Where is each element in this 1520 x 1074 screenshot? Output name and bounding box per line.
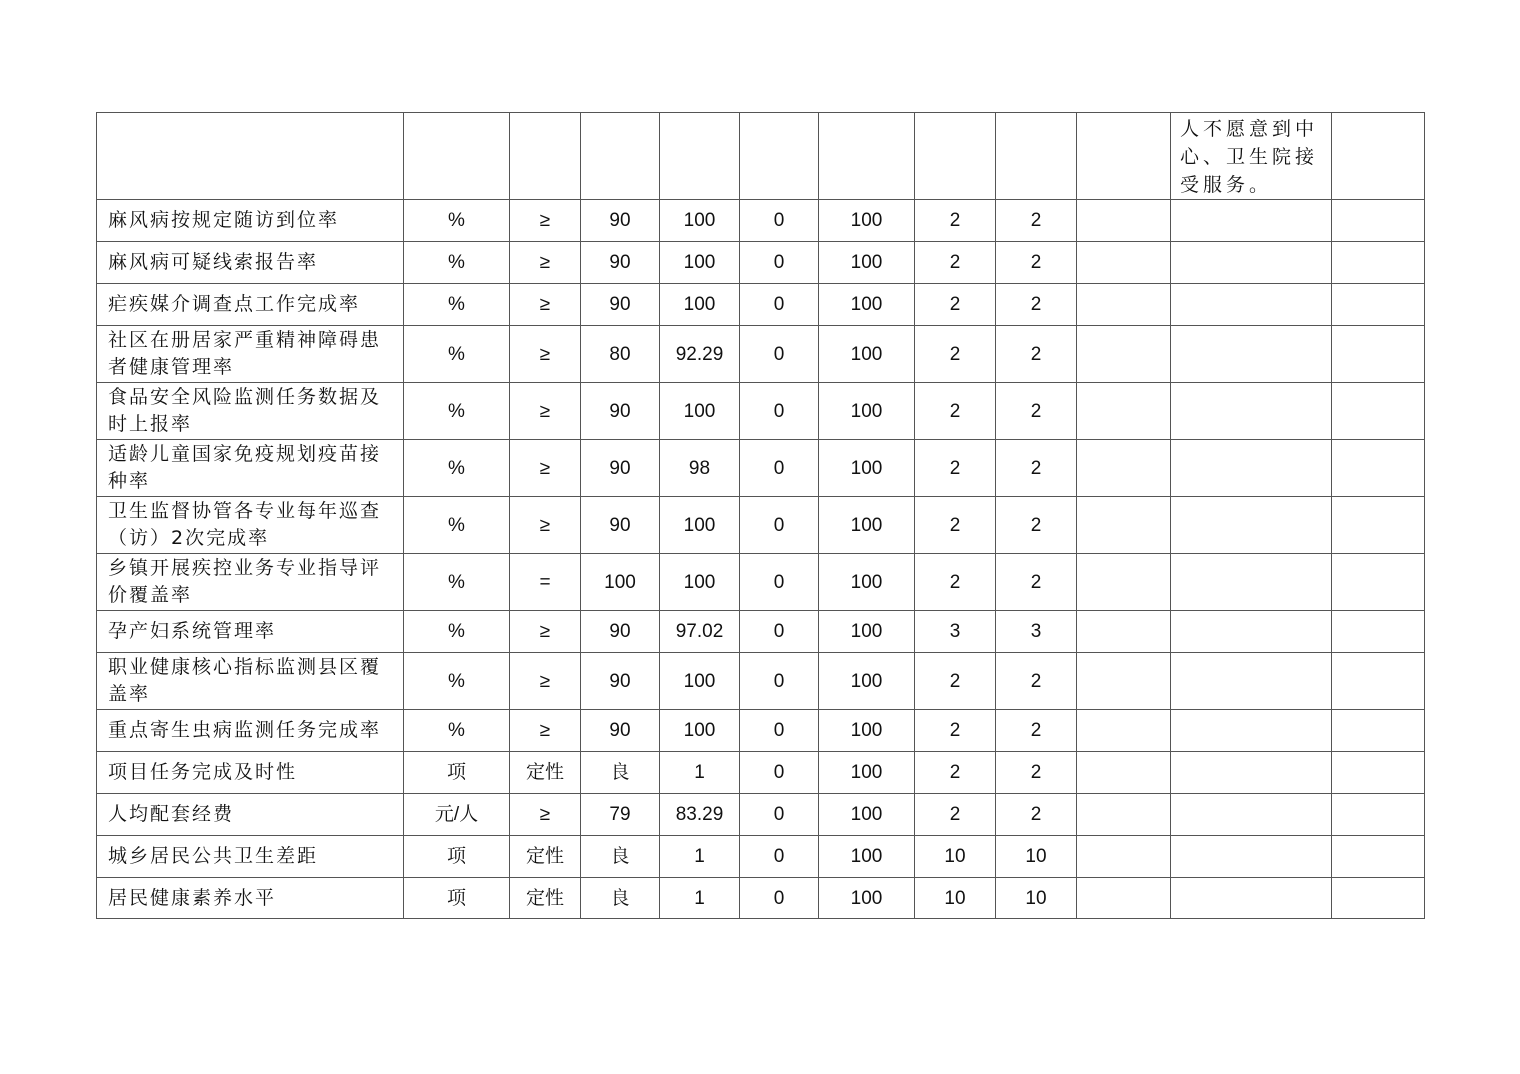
- cell-indicator-name: 职业健康核心指标监测县区覆盖率: [97, 653, 404, 710]
- cell-actual: 100: [660, 383, 740, 440]
- cell-actual: 100: [660, 242, 740, 284]
- cell-empty: [1077, 710, 1171, 752]
- cell-empty: [1332, 200, 1425, 242]
- cell-target: 90: [581, 497, 660, 554]
- cell-target: 80: [581, 326, 660, 383]
- cell-lower: 0: [740, 383, 819, 440]
- cell-weight: 2: [915, 326, 996, 383]
- cell-indicator-name: 疟疾媒介调查点工作完成率: [97, 284, 404, 326]
- cell-empty: [1171, 440, 1332, 497]
- cell-target: 79: [581, 794, 660, 836]
- cell-empty: [1332, 752, 1425, 794]
- cell-actual: 92.29: [660, 326, 740, 383]
- table-row: [97, 554, 1425, 611]
- cell-empty: [1332, 554, 1425, 611]
- cell-actual: 100: [660, 653, 740, 710]
- table-row: [97, 284, 1425, 326]
- cell-operator: ≥: [510, 794, 581, 836]
- cell-indicator-name: 孕产妇系统管理率: [97, 611, 404, 653]
- cell-empty: [1077, 440, 1171, 497]
- cell-score: 2: [996, 284, 1077, 326]
- cell-upper: 100: [819, 611, 915, 653]
- cell-score: 2: [996, 653, 1077, 710]
- cell-unit: %: [404, 554, 510, 611]
- cell-upper: 100: [819, 326, 915, 383]
- cell-empty: [1332, 113, 1425, 200]
- cell-lower: 0: [740, 326, 819, 383]
- table-row: [97, 710, 1425, 752]
- cell-empty: [1332, 611, 1425, 653]
- cell-lower: 0: [740, 878, 819, 919]
- cell-lower: 0: [740, 284, 819, 326]
- cell-upper: 100: [819, 653, 915, 710]
- cell-unit: %: [404, 383, 510, 440]
- cell-target: 良: [581, 752, 660, 794]
- cell-indicator-name: 麻风病可疑线索报告率: [97, 242, 404, 284]
- cell-operator: ≥: [510, 611, 581, 653]
- cell-empty: [1171, 611, 1332, 653]
- indicator-table: [96, 112, 1425, 919]
- cell-actual: 1: [660, 878, 740, 919]
- cell-score: 10: [996, 878, 1077, 919]
- cell-score: 2: [996, 326, 1077, 383]
- cell-upper: 100: [819, 242, 915, 284]
- cell-target: 良: [581, 836, 660, 878]
- cell-empty: [1077, 653, 1171, 710]
- cell-target: 90: [581, 383, 660, 440]
- cell-unit: %: [404, 497, 510, 554]
- cell-empty: [1171, 836, 1332, 878]
- cell-target: 90: [581, 440, 660, 497]
- cell-upper: 100: [819, 497, 915, 554]
- cell-upper: 100: [819, 710, 915, 752]
- cell-unit: %: [404, 440, 510, 497]
- cell-empty: [740, 113, 819, 200]
- cell-lower: 0: [740, 794, 819, 836]
- cell-empty: [1171, 794, 1332, 836]
- table-row: [97, 611, 1425, 653]
- cell-weight: 2: [915, 383, 996, 440]
- cell-score: 2: [996, 200, 1077, 242]
- cell-unit: %: [404, 710, 510, 752]
- cell-score: 2: [996, 383, 1077, 440]
- cell-operator: ≥: [510, 710, 581, 752]
- cell-empty: [1171, 878, 1332, 919]
- cell-indicator-name: 食品安全风险监测任务数据及时上报率: [97, 383, 404, 440]
- cell-score: 3: [996, 611, 1077, 653]
- cell-empty: [915, 113, 996, 200]
- cell-empty: [1332, 326, 1425, 383]
- cell-actual: 83.29: [660, 794, 740, 836]
- cell-score: 2: [996, 794, 1077, 836]
- cell-empty: [1171, 200, 1332, 242]
- cell-lower: 0: [740, 611, 819, 653]
- cell-empty: [1077, 497, 1171, 554]
- cell-target: 90: [581, 200, 660, 242]
- cell-empty: [1332, 284, 1425, 326]
- cell-empty: [1171, 284, 1332, 326]
- cell-empty: [1077, 836, 1171, 878]
- cell-lower: 0: [740, 710, 819, 752]
- cell-lower: 0: [740, 836, 819, 878]
- cell-empty: [581, 113, 660, 200]
- cell-indicator-name: 适龄儿童国家免疫规划疫苗接种率: [97, 440, 404, 497]
- table-row: [97, 878, 1425, 919]
- cell-score: 2: [996, 710, 1077, 752]
- cell-unit: 项: [404, 836, 510, 878]
- cell-lower: 0: [740, 242, 819, 284]
- cell-weight: 2: [915, 653, 996, 710]
- cell-lower: 0: [740, 440, 819, 497]
- cell-empty: [1077, 878, 1171, 919]
- cell-unit: %: [404, 326, 510, 383]
- cell-upper: 100: [819, 794, 915, 836]
- cell-empty: [1171, 326, 1332, 383]
- cell-target: 90: [581, 242, 660, 284]
- cell-operator: 定性: [510, 836, 581, 878]
- cell-indicator-name: 城乡居民公共卫生差距: [97, 836, 404, 878]
- cell-weight: 2: [915, 200, 996, 242]
- cell-empty: [996, 113, 1077, 200]
- cell-empty: [1332, 242, 1425, 284]
- cell-weight: 2: [915, 284, 996, 326]
- cell-weight: 2: [915, 497, 996, 554]
- cell-weight: 10: [915, 878, 996, 919]
- cell-empty: [1077, 554, 1171, 611]
- cell-lower: 0: [740, 200, 819, 242]
- cell-empty: [1077, 242, 1171, 284]
- table-row: [97, 383, 1425, 440]
- cell-weight: 2: [915, 752, 996, 794]
- cell-target: 良: [581, 878, 660, 919]
- cell-operator: 定性: [510, 878, 581, 919]
- cell-actual: 1: [660, 752, 740, 794]
- cell-operator: ≥: [510, 326, 581, 383]
- cell-score: 2: [996, 242, 1077, 284]
- cell-upper: 100: [819, 383, 915, 440]
- cell-empty: [1332, 710, 1425, 752]
- cell-lower: 0: [740, 653, 819, 710]
- cell-lower: 0: [740, 752, 819, 794]
- cell-empty: [1332, 836, 1425, 878]
- table-row: [97, 497, 1425, 554]
- cell-empty: [1332, 794, 1425, 836]
- table-row: [97, 242, 1425, 284]
- cell-empty: [1077, 284, 1171, 326]
- cell-empty: [1332, 440, 1425, 497]
- cell-empty: [1077, 113, 1171, 200]
- cell-empty: [1332, 878, 1425, 919]
- cell-score: 2: [996, 752, 1077, 794]
- cell-indicator-name: 居民健康素养水平: [97, 878, 404, 919]
- cell-unit: %: [404, 284, 510, 326]
- cell-weight: 2: [915, 554, 996, 611]
- cell-unit: %: [404, 653, 510, 710]
- cell-empty: [1077, 383, 1171, 440]
- cell-actual: 97.02: [660, 611, 740, 653]
- cell-indicator-name: 人均配套经费: [97, 794, 404, 836]
- table-row-continuation: [97, 113, 1425, 200]
- cell-indicator-name: 项目任务完成及时性: [97, 752, 404, 794]
- table-row: [97, 836, 1425, 878]
- cell-actual: 100: [660, 497, 740, 554]
- cell-empty: [1171, 710, 1332, 752]
- cell-operator: ≥: [510, 284, 581, 326]
- cell-actual: 1: [660, 836, 740, 878]
- cell-empty: [1171, 383, 1332, 440]
- cell-operator: ≥: [510, 242, 581, 284]
- cell-operator: ≥: [510, 383, 581, 440]
- cell-empty: [1171, 242, 1332, 284]
- cell-empty: [1332, 383, 1425, 440]
- cell-upper: 100: [819, 836, 915, 878]
- cell-target: 100: [581, 554, 660, 611]
- cell-note: 人不愿意到中心、卫生院接受服务。: [1171, 113, 1332, 200]
- cell-unit: 项: [404, 752, 510, 794]
- cell-score: 10: [996, 836, 1077, 878]
- cell-empty: [1077, 752, 1171, 794]
- cell-weight: 3: [915, 611, 996, 653]
- cell-operator: ≥: [510, 497, 581, 554]
- cell-unit: 项: [404, 878, 510, 919]
- cell-indicator-name: 卫生监督协管各专业每年巡查（访）2次完成率: [97, 497, 404, 554]
- cell-operator: ≥: [510, 440, 581, 497]
- cell-operator: =: [510, 554, 581, 611]
- cell-unit: %: [404, 242, 510, 284]
- cell-actual: 98: [660, 440, 740, 497]
- table-row: [97, 653, 1425, 710]
- cell-operator: 定性: [510, 752, 581, 794]
- cell-upper: 100: [819, 878, 915, 919]
- cell-unit: %: [404, 200, 510, 242]
- cell-indicator-name: 社区在册居家严重精神障碍患者健康管理率: [97, 326, 404, 383]
- cell-operator: ≥: [510, 653, 581, 710]
- cell-indicator-name: 乡镇开展疾控业务专业指导评价覆盖率: [97, 554, 404, 611]
- cell-upper: 100: [819, 752, 915, 794]
- cell-empty: [97, 113, 404, 200]
- cell-indicator-name: 重点寄生虫病监测任务完成率: [97, 710, 404, 752]
- cell-actual: 100: [660, 200, 740, 242]
- cell-empty: [510, 113, 581, 200]
- cell-upper: 100: [819, 284, 915, 326]
- cell-upper: 100: [819, 440, 915, 497]
- cell-empty: [1171, 653, 1332, 710]
- cell-unit: %: [404, 611, 510, 653]
- cell-indicator-name: 麻风病按规定随访到位率: [97, 200, 404, 242]
- cell-score: 2: [996, 440, 1077, 497]
- cell-empty: [1077, 326, 1171, 383]
- cell-empty: [819, 113, 915, 200]
- cell-empty: [1077, 611, 1171, 653]
- cell-actual: 100: [660, 710, 740, 752]
- cell-target: 90: [581, 611, 660, 653]
- table-row: [97, 794, 1425, 836]
- cell-score: 2: [996, 554, 1077, 611]
- cell-score: 2: [996, 497, 1077, 554]
- cell-empty: [660, 113, 740, 200]
- cell-empty: [1171, 752, 1332, 794]
- cell-operator: ≥: [510, 200, 581, 242]
- cell-empty: [1077, 794, 1171, 836]
- cell-upper: 100: [819, 200, 915, 242]
- cell-actual: 100: [660, 554, 740, 611]
- cell-weight: 2: [915, 710, 996, 752]
- cell-empty: [1332, 653, 1425, 710]
- cell-empty: [404, 113, 510, 200]
- cell-weight: 2: [915, 794, 996, 836]
- table-row: [97, 752, 1425, 794]
- cell-actual: 100: [660, 284, 740, 326]
- cell-empty: [1332, 497, 1425, 554]
- cell-empty: [1171, 497, 1332, 554]
- cell-unit: 元/人: [404, 794, 510, 836]
- cell-empty: [1077, 200, 1171, 242]
- table-row: [97, 200, 1425, 242]
- cell-target: 90: [581, 284, 660, 326]
- table-row: [97, 326, 1425, 383]
- cell-weight: 2: [915, 242, 996, 284]
- cell-upper: 100: [819, 554, 915, 611]
- cell-lower: 0: [740, 497, 819, 554]
- cell-weight: 10: [915, 836, 996, 878]
- cell-lower: 0: [740, 554, 819, 611]
- cell-empty: [1171, 554, 1332, 611]
- cell-target: 90: [581, 710, 660, 752]
- cell-target: 90: [581, 653, 660, 710]
- table-row: [97, 440, 1425, 497]
- cell-weight: 2: [915, 440, 996, 497]
